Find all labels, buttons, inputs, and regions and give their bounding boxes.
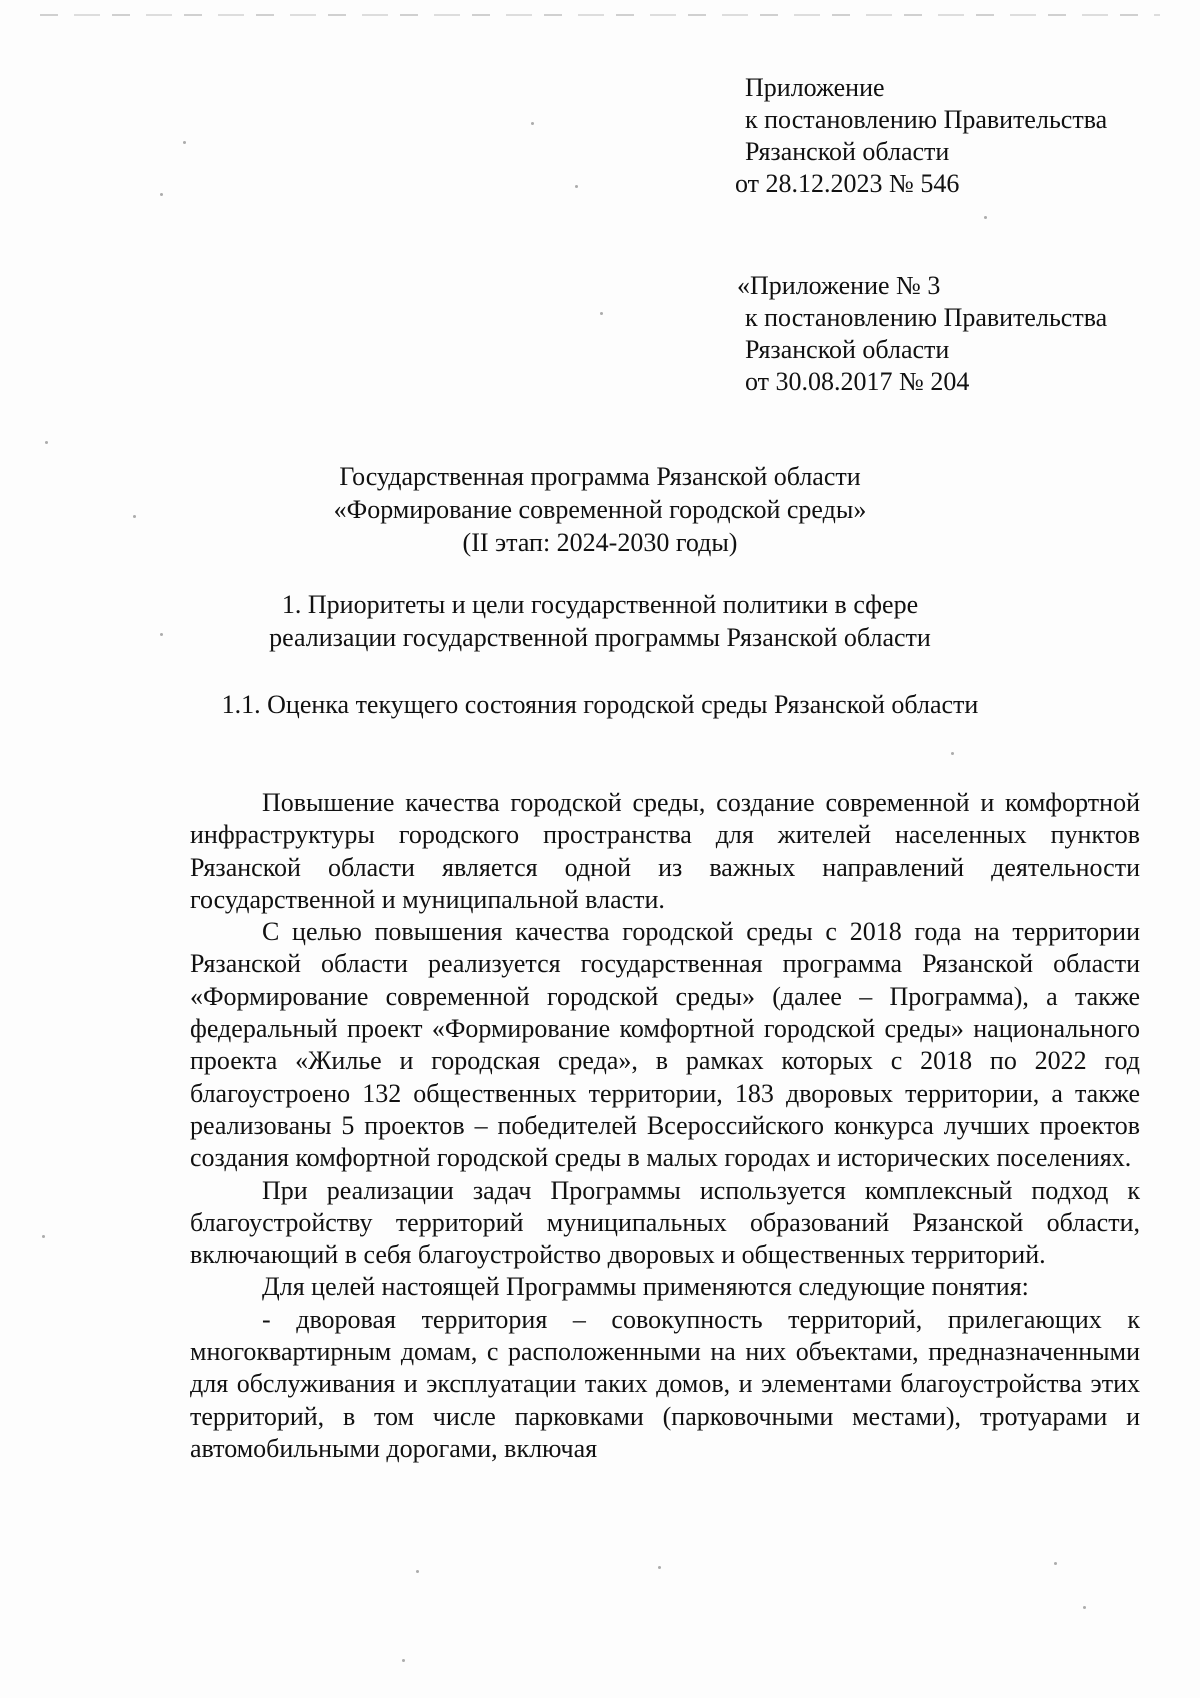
program-stage: (II этап: 2024-2030 годы) bbox=[462, 528, 738, 557]
scan-speck bbox=[658, 1566, 661, 1569]
appendix-region: Рязанской области bbox=[745, 335, 950, 364]
scan-speck bbox=[984, 216, 987, 219]
scan-speck bbox=[951, 752, 954, 755]
scan-speck bbox=[1083, 1606, 1086, 1609]
scan-speck bbox=[160, 193, 163, 196]
program-title-line: «Формирование современной городской среды» bbox=[333, 495, 867, 524]
approval-region: Рязанской области bbox=[745, 137, 950, 166]
program-title-line: Государственная программа Рязанской области bbox=[339, 462, 861, 491]
paragraph: С целью повышения качества городской среды с 2018 года на территории Рязанской области реализуется государственная программа Рязанской области «Формирование современной городской среды» (далее – Программа), а также федеральный проект «Формирование комфортной городской среды» национального проекта «Жилье и городская среда», в рамках которых с 2018 по 2022 год благоустроено 132 общественных территории, 183 дворовых территории, а также реализованы 5 проектов – победителей Всероссийского конкурса лучших проектов создания комфортной городской среды в малых городах и исторических поселениях. bbox=[190, 917, 1140, 1173]
scan-speck bbox=[402, 1659, 405, 1662]
approval-block-current bbox=[735, 72, 1108, 200]
scan-speck bbox=[600, 312, 603, 315]
section-heading-line: 1. Приоритеты и цели государственной политики в сфере bbox=[281, 590, 919, 619]
subsection-heading bbox=[100, 688, 1100, 721]
scan-speck bbox=[575, 185, 578, 188]
approval-label: Приложение bbox=[745, 73, 885, 102]
appendix-label: «Приложение № 3 bbox=[737, 271, 941, 300]
paragraph: При реализации задач Программы используется комплексный подход к благоустройству территорий муниципальных образований Рязанской области, включающий в себя благоустройство дворовых и общественных территорий. bbox=[190, 1175, 1140, 1270]
approval-block-original bbox=[737, 270, 1108, 398]
paragraph: Повышение качества городской среды, создание современной и комфортной инфраструктуры городского пространства для жителей населенных пунктов Рязанской области является одной из важных направлений деятельности государственной и муниципальной власти. bbox=[190, 788, 1140, 914]
paragraph: - дворовая территория – совокупность территорий, прилегающих к многоквартирным домам, с расположенными на них объектами, предназначенными для обслуживания и эксплуатации таких домов, и элементами благоустройства этих территорий, в том числе парковками (парковочными местами), тротуарами и автомобильными дорогами, включая bbox=[190, 1304, 1140, 1463]
appendix-date-number: от 30.08.2017 № 204 bbox=[745, 367, 970, 396]
appendix-resolution: к постановлению Правительства bbox=[745, 303, 1108, 332]
approval-date-number: от 28.12.2023 № 546 bbox=[735, 169, 960, 198]
section-heading bbox=[100, 588, 1100, 654]
scan-speck bbox=[416, 1570, 419, 1573]
section-heading-line: реализации государственной программы Рязанской области bbox=[269, 623, 931, 652]
scan-speck bbox=[45, 441, 48, 444]
scan-speck bbox=[183, 141, 186, 144]
scan-speck bbox=[531, 122, 534, 125]
approval-resolution: к постановлению Правительства bbox=[745, 105, 1108, 134]
scan-speck bbox=[42, 1235, 45, 1238]
subsection-heading-text: 1.1. Оценка текущего состояния городской среды Рязанской области bbox=[221, 690, 979, 719]
program-title bbox=[100, 460, 1100, 559]
body-text bbox=[190, 787, 1140, 1465]
paragraph: Для целей настоящей Программы применяются следующие понятия: bbox=[262, 1272, 1029, 1302]
scan-artifact-top bbox=[40, 14, 1160, 16]
scan-speck bbox=[1054, 1562, 1057, 1565]
